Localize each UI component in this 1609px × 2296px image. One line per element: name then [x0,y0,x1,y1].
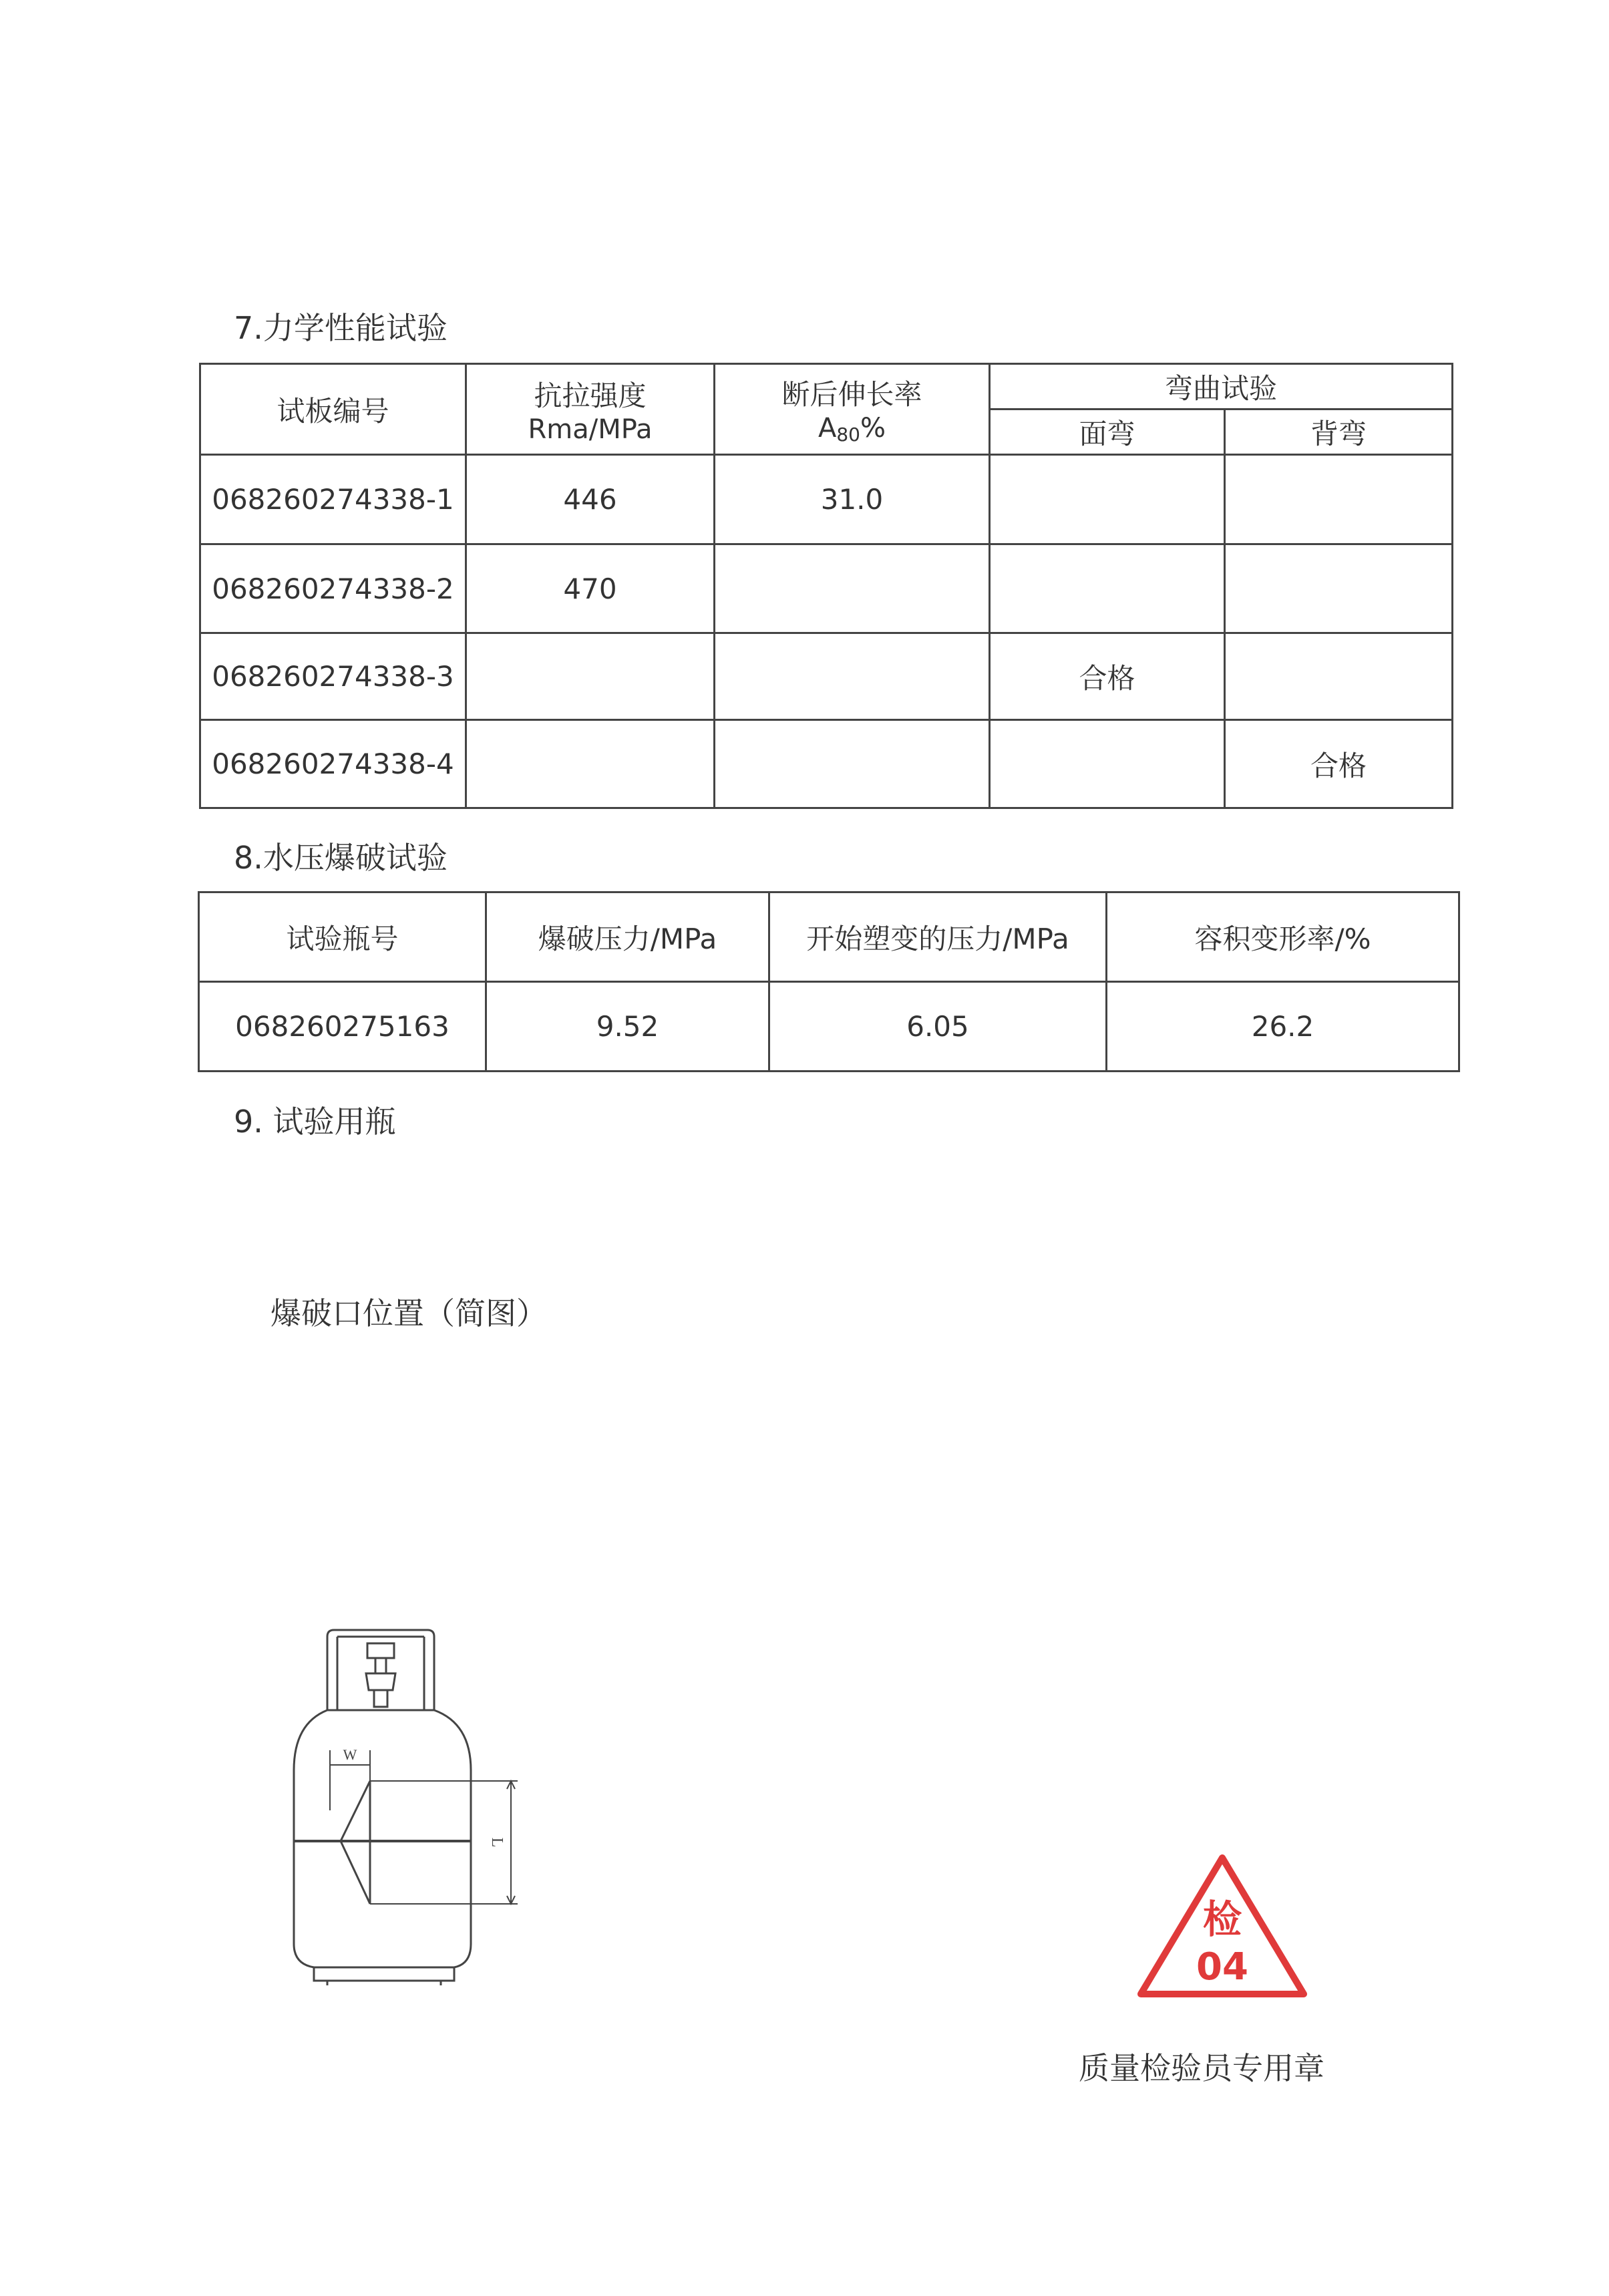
header-elongation-unit [715,413,989,446]
inspector-stamp [1135,1854,1309,2001]
cell-specimen-id: 068260274338-4 [200,720,466,808]
cell-face-bend [990,455,1225,544]
table-row [199,982,1459,1072]
stamp-char: 检 [1202,1897,1242,1942]
header-tensile [466,364,715,455]
header-yield-pressure: 开始塑变的压力/MPa [769,892,1107,982]
cell-face-bend [990,720,1225,808]
stamp-number: 04 [1196,1945,1248,1989]
length-label: L [488,1837,506,1848]
header-tensile-cn: 抗拉强度 [534,379,647,412]
cell-elongation [715,544,990,633]
header-elongation [715,364,990,455]
cell-tensile: 470 [466,544,715,633]
cell-back-bend [1225,455,1453,544]
elong-unit-sub: 80 [836,424,860,446]
table-row [200,633,1453,720]
width-label: W [343,1746,357,1763]
header-elongation-cn: 断后伸长率 [781,378,922,411]
cell-tensile: 446 [466,455,715,544]
header-burst-pressure: 爆破压力/MPa [486,892,769,982]
burst-test-table [198,891,1460,1072]
stamp-caption: 质量检验员专用章 [1079,2050,1324,2086]
cell-specimen-id: 068260274338-3 [200,633,466,720]
cell-specimen-id: 068260274338-2 [200,544,466,633]
cell-burst-pressure: 9.52 [486,982,769,1072]
elong-unit-pct: % [860,413,886,444]
cell-elongation [715,633,990,720]
header-tensile-unit: Rma/MPa [528,414,653,445]
cell-elongation: 31.0 [715,455,990,544]
cell-back-bend [1225,544,1453,633]
sketch-caption: 爆破口位置（简图） [271,1295,547,1331]
cell-elongation [715,720,990,808]
header-volume-deform: 容积变形率/% [1107,892,1459,982]
cylinder-sketch [287,1617,541,1991]
cell-face-bend: 合格 [990,633,1225,720]
cell-tensile [466,720,715,808]
cell-bottle-no: 068260275163 [199,982,486,1072]
table-row [200,544,1453,633]
section-8-heading: 8.水压爆破试验 [234,840,448,876]
section-7-heading: 7.力学性能试验 [234,310,448,346]
section-9-heading: 9. 试验用瓶 [234,1104,396,1140]
header-back-bend: 背弯 [1225,409,1453,455]
cell-tensile [466,633,715,720]
elong-unit-a: A [818,413,837,444]
table-row [200,455,1453,544]
cell-face-bend [990,544,1225,633]
cell-back-bend [1225,633,1453,720]
mechanical-test-table [199,363,1453,809]
header-face-bend: 面弯 [990,409,1225,455]
header-specimen-no: 试板编号 [200,364,466,455]
cell-back-bend: 合格 [1225,720,1453,808]
cell-yield-pressure: 6.05 [769,982,1107,1072]
cell-specimen-id: 068260274338-1 [200,455,466,544]
table-row [200,720,1453,808]
cell-volume-deform: 26.2 [1107,982,1459,1072]
header-bend: 弯曲试验 [990,364,1453,409]
header-bottle-no: 试验瓶号 [199,892,486,982]
